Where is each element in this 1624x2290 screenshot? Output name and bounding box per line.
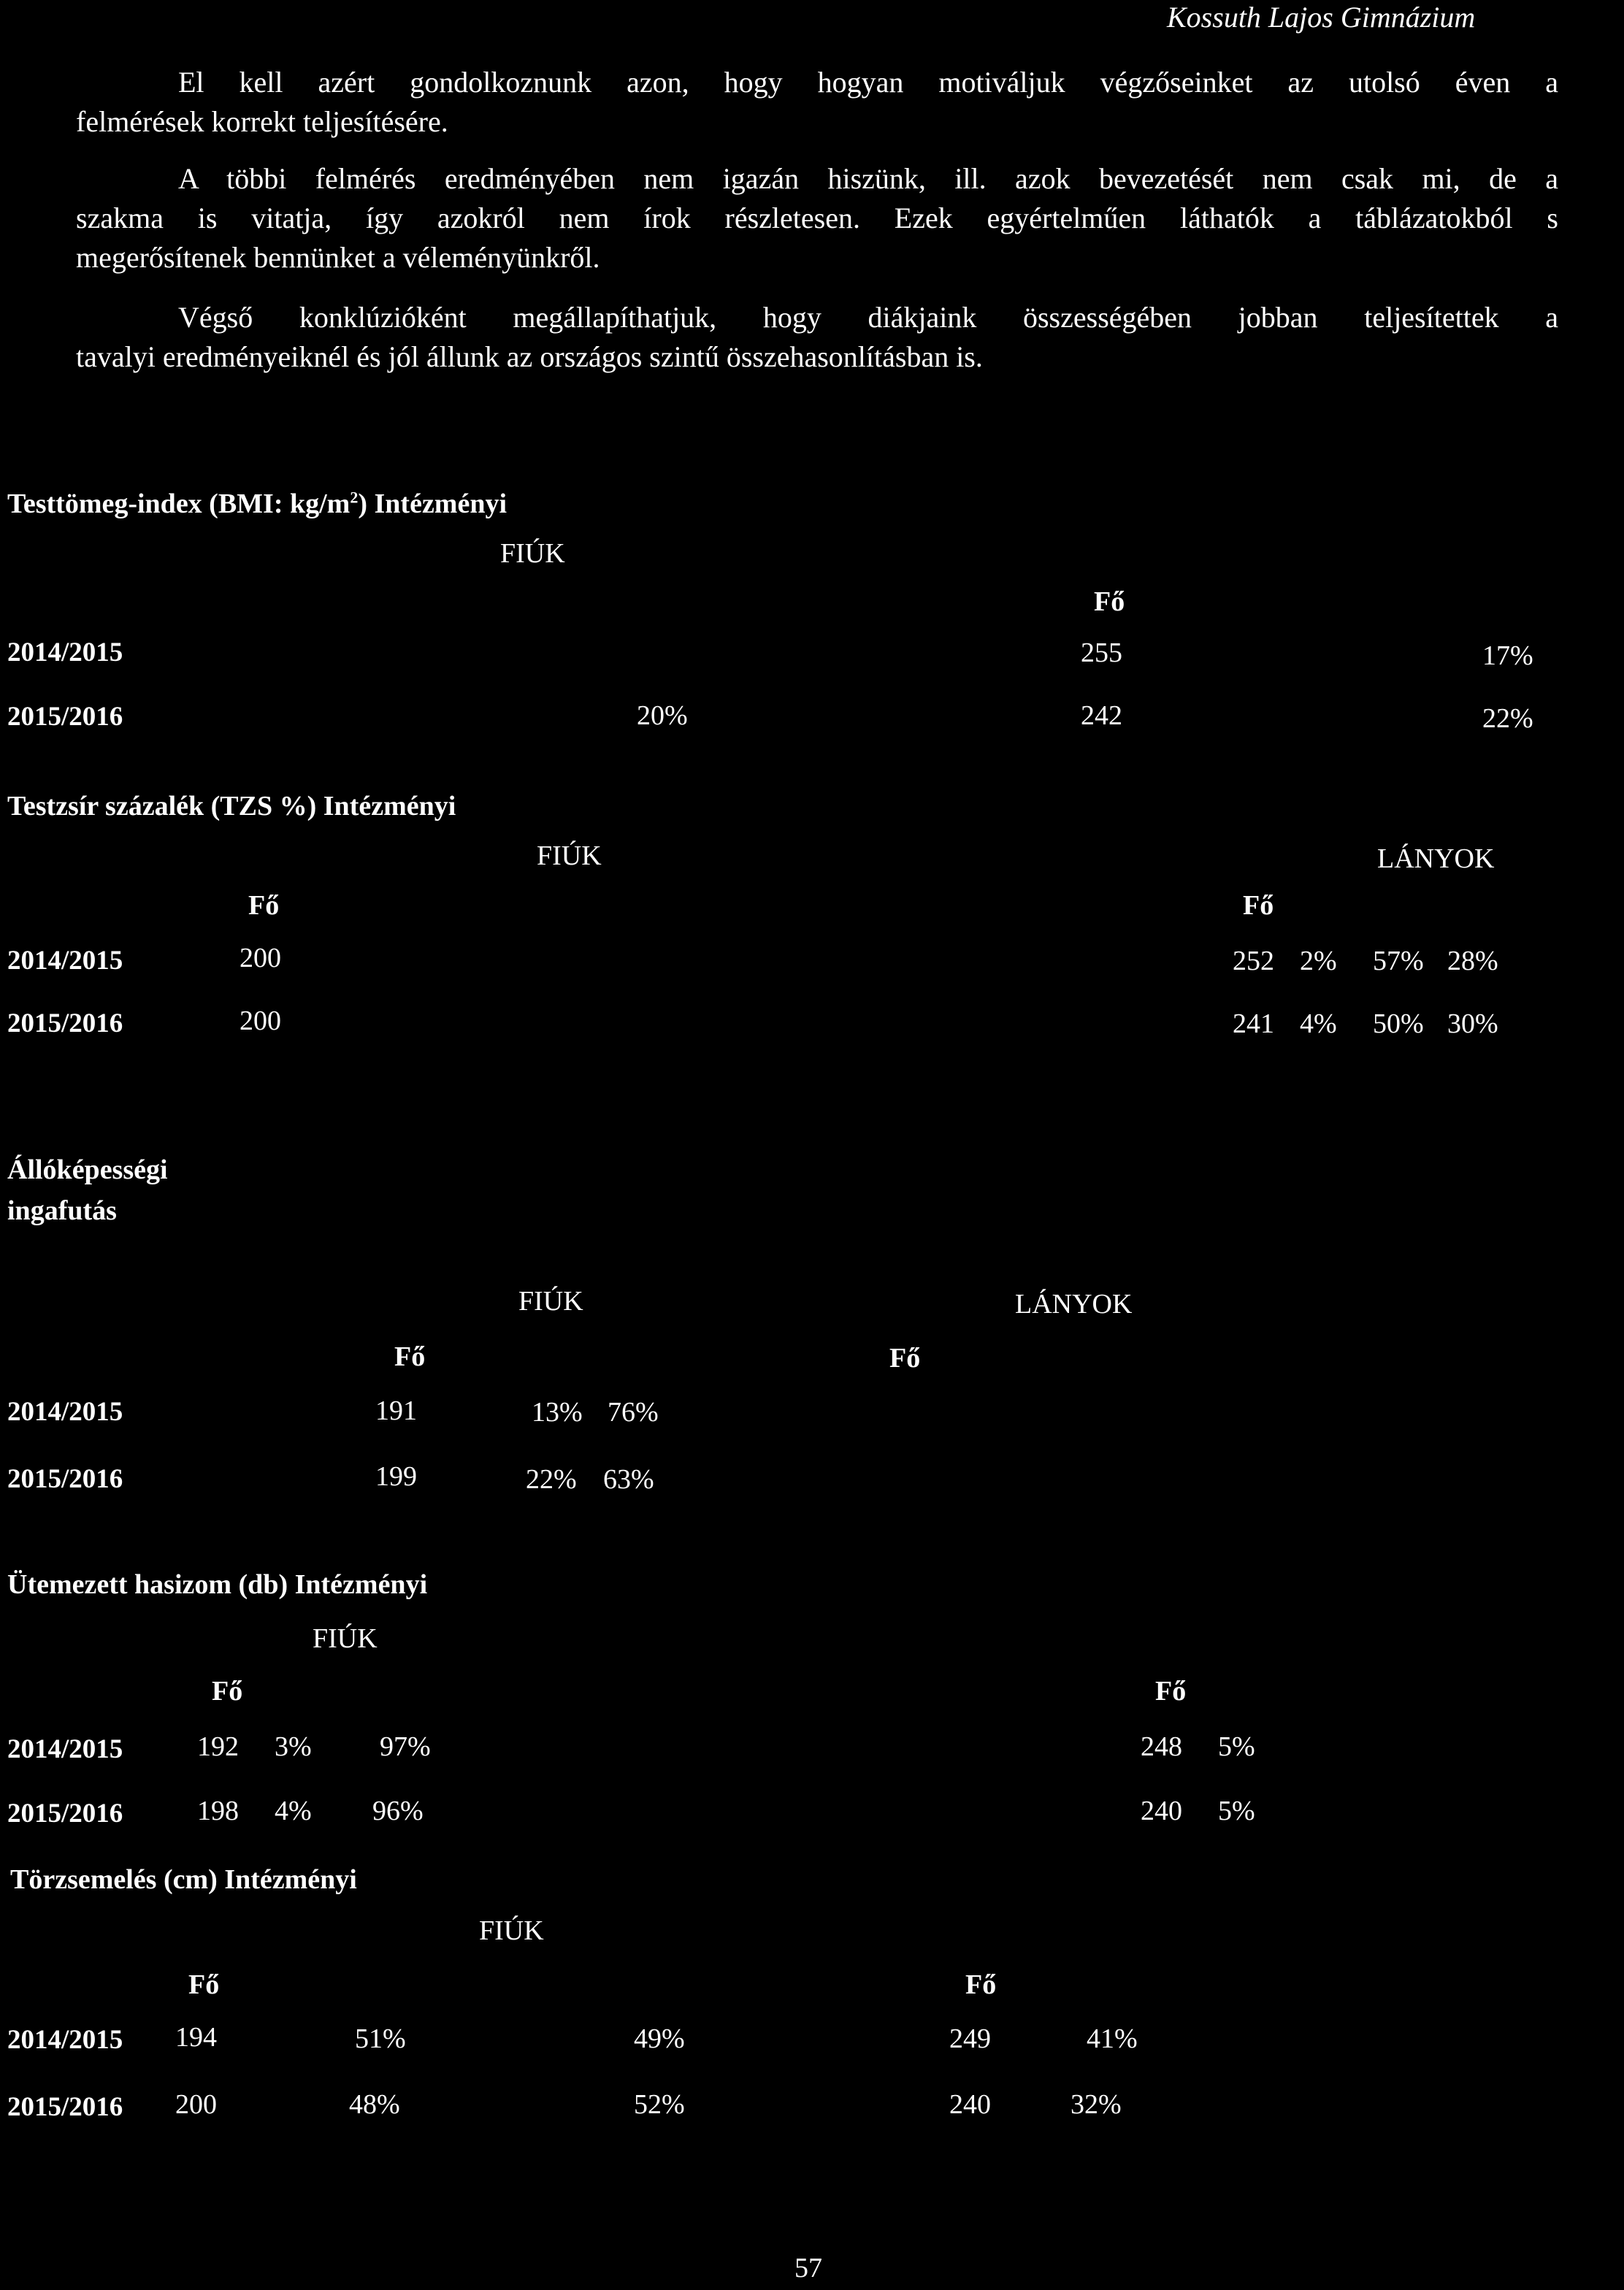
tzs-row-value: 28%	[1447, 946, 1498, 976]
situps-row-value: 96%	[372, 1796, 424, 1826]
tzs-row-value: 4%	[1300, 1008, 1337, 1039]
situps-row-count: 198	[197, 1796, 239, 1826]
situps-row-value: 97%	[380, 1731, 431, 1762]
page-number: 57	[794, 2253, 822, 2283]
tzs-title: Testzsír százalék (TZS %) Intézményi	[7, 791, 456, 822]
situps-row-girls-count: 248	[1141, 1731, 1182, 1762]
tzs-row-value: 50%	[1373, 1008, 1424, 1039]
running-header: Kossuth Lajos Gimnázium	[1167, 1, 1476, 34]
situps-row-count: 192	[197, 1731, 239, 1762]
bmi-title-text: Testtömeg-index (BMI: kg/m	[7, 489, 351, 519]
situps-row-year: 2014/2015	[7, 1734, 123, 1764]
tzs-row-value: 2%	[1300, 946, 1337, 976]
tzs-boys-label: FIÚK	[537, 840, 602, 871]
trunk-row-count: 194	[175, 2022, 217, 2053]
situps-row-value: 3%	[275, 1731, 312, 1762]
situps-row-year: 2015/2016	[7, 1799, 123, 1828]
tzs-row-boys-count: 200	[240, 943, 281, 973]
trunk-boys-fo-label: Fő	[188, 1969, 220, 2000]
paragraph-line: El kell azért gondolkoznunk azon, hogy hogyan motiváljuk végzőseinket az utolsó éven a	[178, 66, 1558, 99]
tzs-row-value: 30%	[1447, 1008, 1498, 1039]
situps-row-value: 4%	[275, 1796, 312, 1826]
bmi-row-value: 22%	[1482, 703, 1533, 734]
paragraph-line: tavalyi eredményeiknél és jól állunk az országos szintű összehasonlításban is.	[76, 340, 983, 373]
trunk-row-value: 49%	[634, 2023, 685, 2054]
tzs-girls-fo-label: Fő	[1243, 890, 1274, 921]
tzs-row-boys-count: 200	[240, 1006, 281, 1036]
trunk-boys-label: FIÚK	[479, 1915, 544, 1946]
endurance-title-line1: Állóképességi	[7, 1154, 168, 1185]
bmi-row-value: 20%	[637, 700, 688, 731]
situps-title: Ütemezett hasizom (db) Intézményi	[7, 1569, 428, 1600]
endurance-boys-label: FIÚK	[518, 1286, 583, 1317]
tzs-girls-label: LÁNYOK	[1377, 843, 1495, 874]
tzs-row-value: 57%	[1373, 946, 1424, 976]
trunk-girls-fo-label: Fő	[965, 1969, 997, 2000]
paragraph-line: megerősítenek bennünket a véleményünkről.	[76, 241, 600, 274]
trunk-row-value: 51%	[355, 2023, 406, 2054]
bmi-boys-label: FIÚK	[500, 538, 565, 569]
trunk-row-year: 2014/2015	[7, 2025, 123, 2055]
endurance-girls-label: LÁNYOK	[1015, 1289, 1133, 1320]
situps-row-value: 5%	[1218, 1731, 1255, 1762]
endurance-title-line2: ingafutás	[7, 1195, 117, 1226]
bmi-fo-label: Fő	[1094, 586, 1125, 617]
paragraph-line: szakma is vitatja, így azokról nem írok részletesen. Ezek egyértelműen láthatók a táblázatokból s	[76, 202, 1558, 234]
trunk-row-value: 32%	[1070, 2089, 1122, 2120]
paragraph-line: A többi felmérés eredményében nem igazán hiszünk, ill. azok bevezetését nem csak mi, de a	[178, 162, 1558, 195]
endurance-row-count: 199	[375, 1461, 417, 1492]
endurance-row-year: 2014/2015	[7, 1397, 123, 1427]
tzs-row-year: 2015/2016	[7, 1008, 123, 1038]
endurance-row-value: 63%	[603, 1464, 654, 1495]
bmi-title-superscript: 2	[350, 488, 359, 507]
tzs-row-girls-count: 241	[1233, 1008, 1274, 1039]
paragraph-line: Végső konklúzióként megállapíthatjuk, hogy diákjaink összességében jobban teljesítettek a	[178, 301, 1558, 334]
trunk-row-value: 48%	[349, 2089, 400, 2120]
tzs-row-girls-count: 252	[1233, 946, 1274, 976]
trunk-row-year: 2015/2016	[7, 2092, 123, 2122]
situps-row-girls-count: 240	[1141, 1796, 1182, 1826]
bmi-row-year: 2015/2016	[7, 702, 123, 732]
paragraph-2	[76, 159, 1558, 277]
situps-boys-label: FIÚK	[313, 1623, 378, 1654]
bmi-row-count: 255	[1081, 637, 1122, 668]
trunk-row-girls-count: 240	[949, 2089, 991, 2120]
endurance-row-value: 22%	[526, 1464, 577, 1495]
paragraph-line: felmérések korrekt teljesítésére.	[76, 105, 448, 138]
tzs-row-year: 2014/2015	[7, 946, 123, 976]
trunk-row-value: 52%	[634, 2089, 685, 2120]
bmi-row-year: 2014/2015	[7, 637, 123, 667]
trunk-row-count: 200	[175, 2089, 217, 2120]
endurance-girls-fo-label: Fő	[889, 1343, 921, 1374]
endurance-row-value: 13%	[532, 1397, 583, 1428]
situps-girls-fo-label: Fő	[1155, 1676, 1187, 1707]
situps-boys-fo-label: Fő	[212, 1676, 243, 1707]
endurance-row-value: 76%	[608, 1397, 659, 1428]
trunk-row-value: 41%	[1087, 2023, 1138, 2054]
endurance-row-count: 191	[375, 1395, 417, 1426]
paragraph-1	[76, 63, 1558, 142]
tzs-boys-fo-label: Fő	[248, 890, 280, 921]
situps-row-value: 5%	[1218, 1796, 1255, 1826]
endurance-boys-fo-label: Fő	[394, 1341, 426, 1372]
paragraph-3	[76, 298, 1558, 377]
trunk-row-girls-count: 249	[949, 2023, 991, 2054]
bmi-row-count: 242	[1081, 700, 1122, 731]
bmi-title-suffix: ) Intézményi	[358, 489, 508, 519]
trunk-title: Törzsemelés (cm) Intézményi	[10, 1864, 357, 1895]
endurance-row-year: 2015/2016	[7, 1464, 123, 1494]
bmi-title	[7, 488, 507, 520]
bmi-row-value: 17%	[1482, 640, 1533, 671]
